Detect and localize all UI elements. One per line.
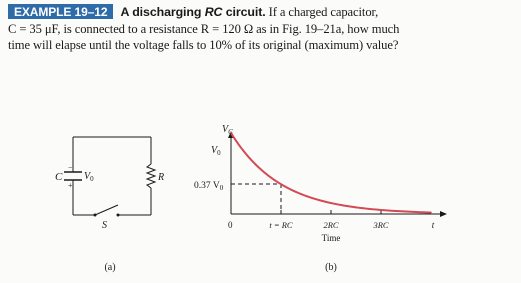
switch-arm (95, 205, 118, 215)
origin-label: 0 (228, 220, 233, 230)
tick-label-t: t (431, 220, 435, 230)
curve-point (280, 183, 282, 185)
example-body-1: If a charged capacitor, (265, 5, 379, 19)
tick-label-rc: t = RC (269, 220, 293, 230)
example-body-2: C = 35 μF, is connected to a resistance R = 120 Ω as in Fig. 19–21a, how much (8, 21, 400, 36)
circuit-diagram (64, 137, 155, 215)
curve-point (405, 211, 407, 213)
curve-point (243, 150, 245, 152)
x-axis-arrow (440, 211, 447, 217)
curve-point (380, 209, 382, 211)
decay-curve (231, 133, 431, 213)
resistor (147, 164, 155, 188)
x-tick-marks (281, 210, 381, 214)
curve-point (268, 175, 270, 177)
switch-label: S (102, 220, 107, 231)
level-label: 0.37 $V_0$ (194, 181, 224, 192)
v0-label: $V_0$ (211, 145, 221, 157)
tick-label-2rc: 2RC (323, 220, 339, 230)
switch-contact-left (94, 214, 97, 217)
example-badge: EXAMPLE 19–12 (8, 4, 113, 19)
curve-point (355, 207, 357, 209)
example-body-3: time will elapse until the voltage falls to 10% of its original (maximum) value? (8, 38, 399, 52)
curve-data-points (230, 132, 432, 213)
curve-point (255, 164, 257, 166)
capacitor-minus-sign: − (68, 163, 73, 172)
capacitor-voltage-label: $V_0$ (84, 171, 94, 183)
tick-label-3rc: 3RC (373, 220, 389, 230)
caption-b: (b) (325, 262, 337, 273)
y-axis-label: $V_C$ (222, 124, 233, 136)
caption-a: (a) (104, 262, 116, 273)
example-title: A discharging RC circuit. (120, 5, 266, 19)
curve-point (305, 195, 307, 197)
x-axis-label: Time (321, 233, 341, 243)
curve-point (430, 212, 432, 214)
resistor-label: R (158, 172, 165, 183)
curve-point (330, 202, 332, 204)
switch-contact-right (117, 214, 120, 217)
capacitor-plus-sign: + (68, 181, 73, 190)
chart-axes (231, 136, 442, 214)
capacitor-label: C (55, 171, 63, 183)
